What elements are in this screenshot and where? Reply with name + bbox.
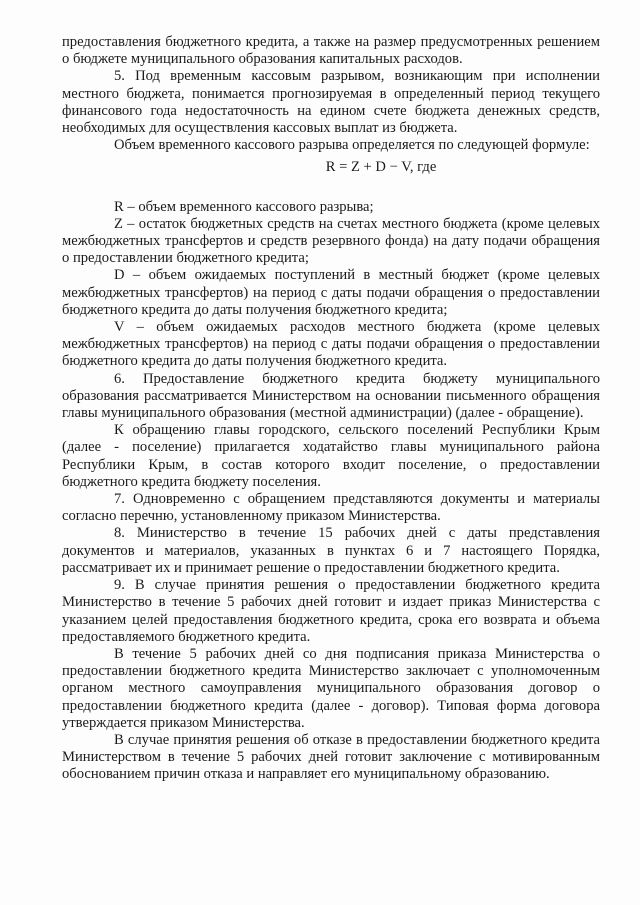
document-body [62,34,600,784]
definition-v: V – объем ожидаемых расходов местного бюджета (кроме целевых межбюджетных трансфертов) на период с даты подачи обращения о предоставлении бюджетного кредита до даты получения бюджетного кредита. [62,319,600,370]
definition-r: R – объем временного кассового разрыва; [114,198,374,215]
paragraph-5: 5. Под временным кассовым разрывом, возникающим при исполнении местного бюджета, понимается прогнозируемая в определенный период текущего финансового года недостаточность на едином счете бюджета денежных средств, необходимых для осуществления кассовых выплат из бюджета. [62,68,600,137]
paragraph-formula-intro: Объем временного кассового разрыва определяется по следующей формуле: [114,137,590,154]
paragraph-7: 7. Одновременно с обращением представляются документы и материалы согласно перечню, установленному приказом Министерства. [62,491,600,525]
paragraph-6-settlement: К обращению главы городского, сельского поселений Республики Крым (далее - поселение) прилагается ходатайство главы муниципального района Республики Крым, в состав которого входит поселение, о предоставлении бюджетного кредита бюджету поселения. [62,422,600,490]
paragraph-9: 9. В случае принятия решения о предоставлении бюджетного кредита Министерство в течение 5 рабочих дней готовит и издает приказ Министерства с указанием целей предоставления бюджетного кредита, срока его возврата и объема предоставляемого бюджетного кредита. [62,577,600,645]
paragraph-8: 8. Министерство в течение 15 рабочих дней с даты представления документов и материалов, указанных в пунктах 6 и 7 настоящего Порядка, рассматривает их и принимает решение о предоставлении бюджетного кредита. [62,525,600,576]
definition-d: D – объем ожидаемых поступлений в местный бюджет (кроме целевых межбюджетных трансфертов) на период с даты подачи обращения о предоставлении бюджетного кредита до даты получения бюджетного кредита; [62,267,600,318]
definition-z: Z – остаток бюджетных средств на счетах местного бюджета (кроме целевых межбюджетных трансфертов и средств резервного фонда) на дату подачи обращения о предоставлении бюджетного кредита; [62,215,600,267]
formula: R = Z + D − V, где [325,159,437,176]
paragraph-6: 6. Предоставление бюджетного кредита бюджету муниципального образования рассматривается Министерством на основании письменного обращения главы муниципального образования (местной администрации) (далее - обращение). [62,370,600,422]
paragraph-9-refusal: В случае принятия решения об отказе в предоставлении бюджетного кредита Министерством в течение 5 рабочих дней готовит заключение с мотивированным обоснованием причин отказа и направляет его муниципальному образованию. [62,731,600,783]
paragraph-9-contract: В течение 5 рабочих дней со дня подписания приказа Министерства о предоставлении бюджетного кредита Министерство заключает с уполномоченным органом местного самоуправления муниципального образования договор о предоставлении бюджетного кредита (далее - договор). Типовая форма договора утверждается приказом Министерства. [62,645,600,731]
paragraph-continuation: предоставления бюджетного кредита, а также на размер предусмотренных решением о бюджете муниципального образования капитальных расходов. [62,34,600,68]
